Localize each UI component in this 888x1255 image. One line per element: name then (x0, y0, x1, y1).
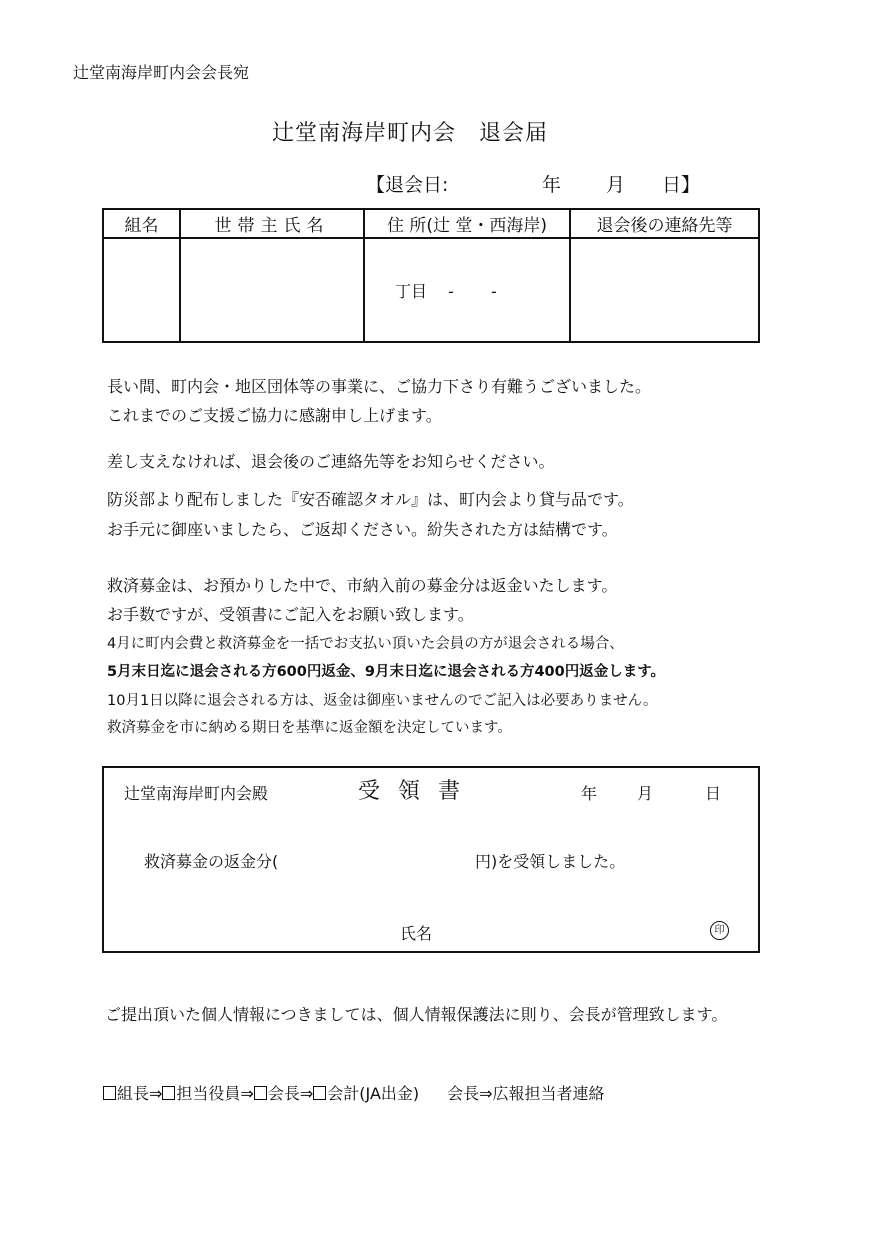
receipt-year-label: 年 (581, 784, 598, 803)
refund-amount-prefix: 救済募金の返金分( (144, 852, 279, 871)
member-info-table (102, 208, 760, 343)
group-name-field[interactable] (103, 238, 180, 342)
workflow-step-accounting: 会計(JA出金) (327, 1084, 420, 1103)
header-contact-after: 退会後の連絡先等 (570, 209, 759, 238)
table-header-row (103, 209, 759, 238)
relief-line-4: 5月末日迄に退会される方600円返金、9月末日迄に退会される方400円返金します。 (107, 664, 666, 680)
receipt-title: 受領書 (358, 779, 479, 804)
relief-line-1: 救済募金は、お預かりした中で、市納入前の募金分は返金いたします。 (107, 576, 618, 595)
workflow-step-group-leader: 組長⇒ (117, 1084, 163, 1103)
approval-workflow (103, 1081, 605, 1104)
address-field[interactable] (364, 238, 570, 342)
workflow-note: 会長⇒広報担当者連絡 (447, 1084, 605, 1103)
receipt-box (102, 766, 760, 953)
address-placeholder: 丁目 - - (395, 282, 497, 301)
workflow-step-officer: 担当役員⇒ (176, 1084, 254, 1103)
contact-request: 差し支えなければ、退会後のご連絡先等をお知らせください。 (107, 452, 555, 471)
seal-mark: 印 (710, 921, 729, 940)
checkbox-icon[interactable] (162, 1086, 175, 1100)
relief-line-6: 救済募金を市に納める期日を基準に返金額を決定しています。 (107, 720, 512, 736)
withdraw-date-line (366, 170, 706, 194)
relief-line-3: 4月に町内会費と救済募金を一括でお支払い頂いた会員の方が退会される場合、 (107, 636, 624, 652)
towel-line-2: お手元に御座いましたら、ご返却ください。紛失された方は結構です。 (107, 520, 618, 539)
receipt-day-label: 日 (705, 784, 722, 803)
householder-name-field[interactable] (180, 238, 364, 342)
contact-after-field[interactable] (570, 238, 759, 342)
relief-line-2: お手数ですが、受領書にご記入をお願い致します。 (107, 605, 474, 624)
header-address: 住 所(辻 堂・西海岸) (364, 209, 570, 238)
refund-amount-suffix: 円)を受領しました。 (475, 852, 626, 871)
withdraw-month-label: 月 (606, 174, 626, 196)
towel-line-1: 防災部より配布しました『安否確認タオル』は、町内会より貸与品です。 (107, 490, 634, 509)
withdraw-date-label: 【退会日: (366, 174, 449, 196)
withdraw-year-label: 年 (542, 174, 562, 196)
receipt-recipient: 辻堂南海岸町内会殿 (124, 784, 269, 803)
withdraw-day-label: 日】 (662, 174, 701, 196)
receipt-name-label: 氏名 (400, 924, 433, 943)
document-title: 辻堂南海岸町内会 退会届 (272, 121, 549, 146)
checkbox-icon[interactable] (103, 1086, 116, 1100)
table-input-row (103, 238, 759, 342)
thanks-line-2: これまでのご支援ご協力に感謝申し上げます。 (107, 406, 442, 425)
relief-line-5: 10月1日以降に退会される方は、返金は御座いませんのでご記入は必要ありません。 (107, 693, 658, 709)
header-householder-name: 世帯主氏名 (180, 209, 364, 238)
thanks-line-1: 長い間、町内会・地区団体等の事業に、ご協力下さり有難うございました。 (107, 377, 652, 396)
receipt-month-label: 月 (637, 784, 654, 803)
checkbox-icon[interactable] (254, 1086, 267, 1100)
header-group-name: 組名 (103, 209, 180, 238)
workflow-step-president: 会長⇒ (267, 1084, 314, 1103)
checkbox-icon[interactable] (313, 1086, 326, 1100)
addressee: 辻堂南海岸町内会会長宛 (73, 63, 250, 82)
privacy-notice: ご提出頂いた個人情報につきましては、個人情報保護法に則り、会長が管理致します。 (105, 1005, 728, 1024)
